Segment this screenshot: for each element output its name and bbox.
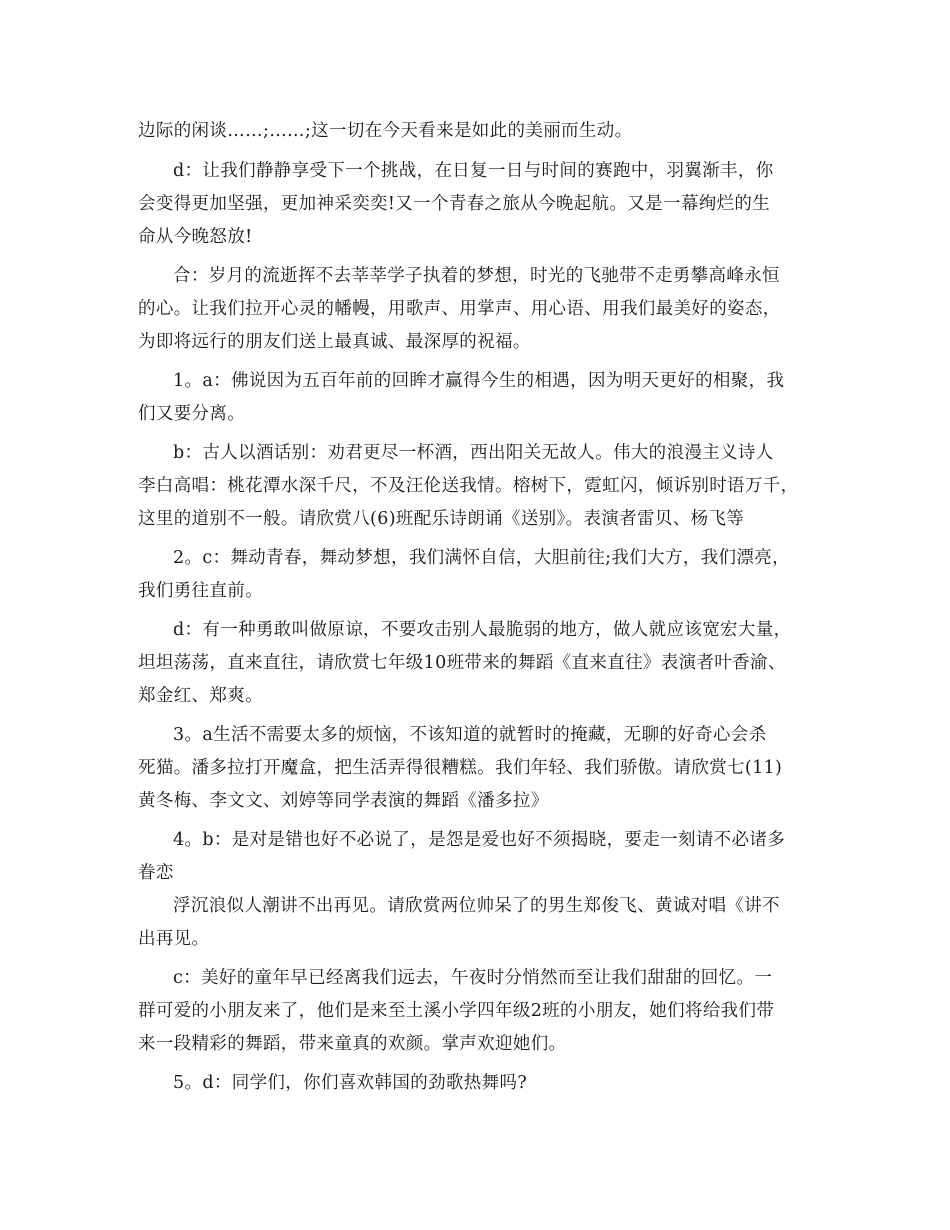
text-line: d：让我们静静享受下一个挑战，在日复一日与时间的赛跑中，羽翼渐丰，你 — [173, 161, 774, 181]
text-line: 来一段精彩的舞蹈，带来童真的欢颜。掌声欢迎她们。 — [138, 1034, 567, 1054]
text-line: 这里的道别不一般。请欣赏八(6)班配乐诗朗诵《送别》。表演者雷贝、杨飞等 — [138, 509, 745, 529]
text-line: d：有一种勇敢叫做原谅，不要攻击别人最脆弱的地方，做人就应该宽宏大量， — [173, 620, 792, 640]
text-line: 5。d：同学们，你们喜欢韩国的劲歌热舞吗? — [173, 1073, 528, 1093]
text-line: 们又要分离。 — [138, 404, 246, 424]
text-line: 为即将远行的朋友们送上最真诚、最深厚的祝福。 — [138, 332, 531, 352]
text-line: 会变得更加坚强，更加神采奕奕!又一个青春之旅从今晚起航。又是一幕绚烂的生 — [138, 194, 771, 214]
text-line: 群可爱的小朋友来了，他们是来至土溪小学四年级2班的小朋友，她们将给我们带 — [138, 1001, 775, 1021]
text-line: 眷恋 — [138, 863, 174, 883]
text-line: 2。c：舞动青春，舞动梦想，我们满怀自信，大胆前往;我们大方，我们漂亮， — [173, 548, 790, 568]
text-line: c：美好的童年早已经离我们远去，午夜时分悄然而至让我们甜甜的回忆。一 — [173, 968, 773, 988]
text-line: 命从今晚怒放! — [138, 227, 253, 247]
text-line: 李白高唱：桃花潭水深千尺，不及汪伦送我情。榕树下，霓虹闪，倾诉别时语万千， — [138, 476, 799, 496]
text-line: 3。a生活不需要太多的烦恼，不该知道的就暂时的掩藏，无聊的好奇心会杀 — [173, 725, 767, 745]
text-line: 郑金红、郑爽。 — [138, 686, 263, 706]
text-line: 的心。让我们拉开心灵的幡幔，用歌声、用掌声、用心语、用我们最美好的姿态， — [138, 299, 781, 319]
text-line: 出再见。 — [138, 929, 210, 949]
text-line: 1。a：佛说因为五百年前的回眸才赢得今生的相遇，因为明天更好的相聚，我 — [173, 371, 785, 391]
text-line: 我们勇往直前。 — [138, 581, 263, 601]
text-line: 边际的闲谈……;……;这一切在今天看来是如此的美丽而生动。 — [138, 121, 633, 141]
text-line: 4。b：是对是错也好不必说了，是怨是爱也好不须揭晓，要走一刻请不必诸多 — [173, 830, 786, 850]
text-line: 浮沉浪似人潮讲不出再见。请欣赏两位帅呆了的男生郑俊飞、黄诚对唱《讲不 — [173, 896, 780, 916]
text-line: 死猫。潘多拉打开魔盒，把生活弄得很糟糕。我们年轻、我们骄傲。请欣赏七(11) — [138, 758, 783, 778]
text-line: b：古人以酒话别：劝君更尽一杯酒，西出阳关无故人。伟大的浪漫主义诗人 — [173, 443, 774, 463]
text-line: 合：岁月的流逝挥不去莘莘学子执着的梦想，时光的飞驰带不走勇攀高峰永恒 — [173, 266, 780, 286]
text-line: 坦坦荡荡，直来直往，请欣赏七年级10班带来的舞蹈《直来直往》表演者叶香渝、 — [138, 653, 786, 673]
text-line: 黄冬梅、李文文、刘婷等同学表演的舞蹈《潘多拉》 — [138, 791, 549, 811]
